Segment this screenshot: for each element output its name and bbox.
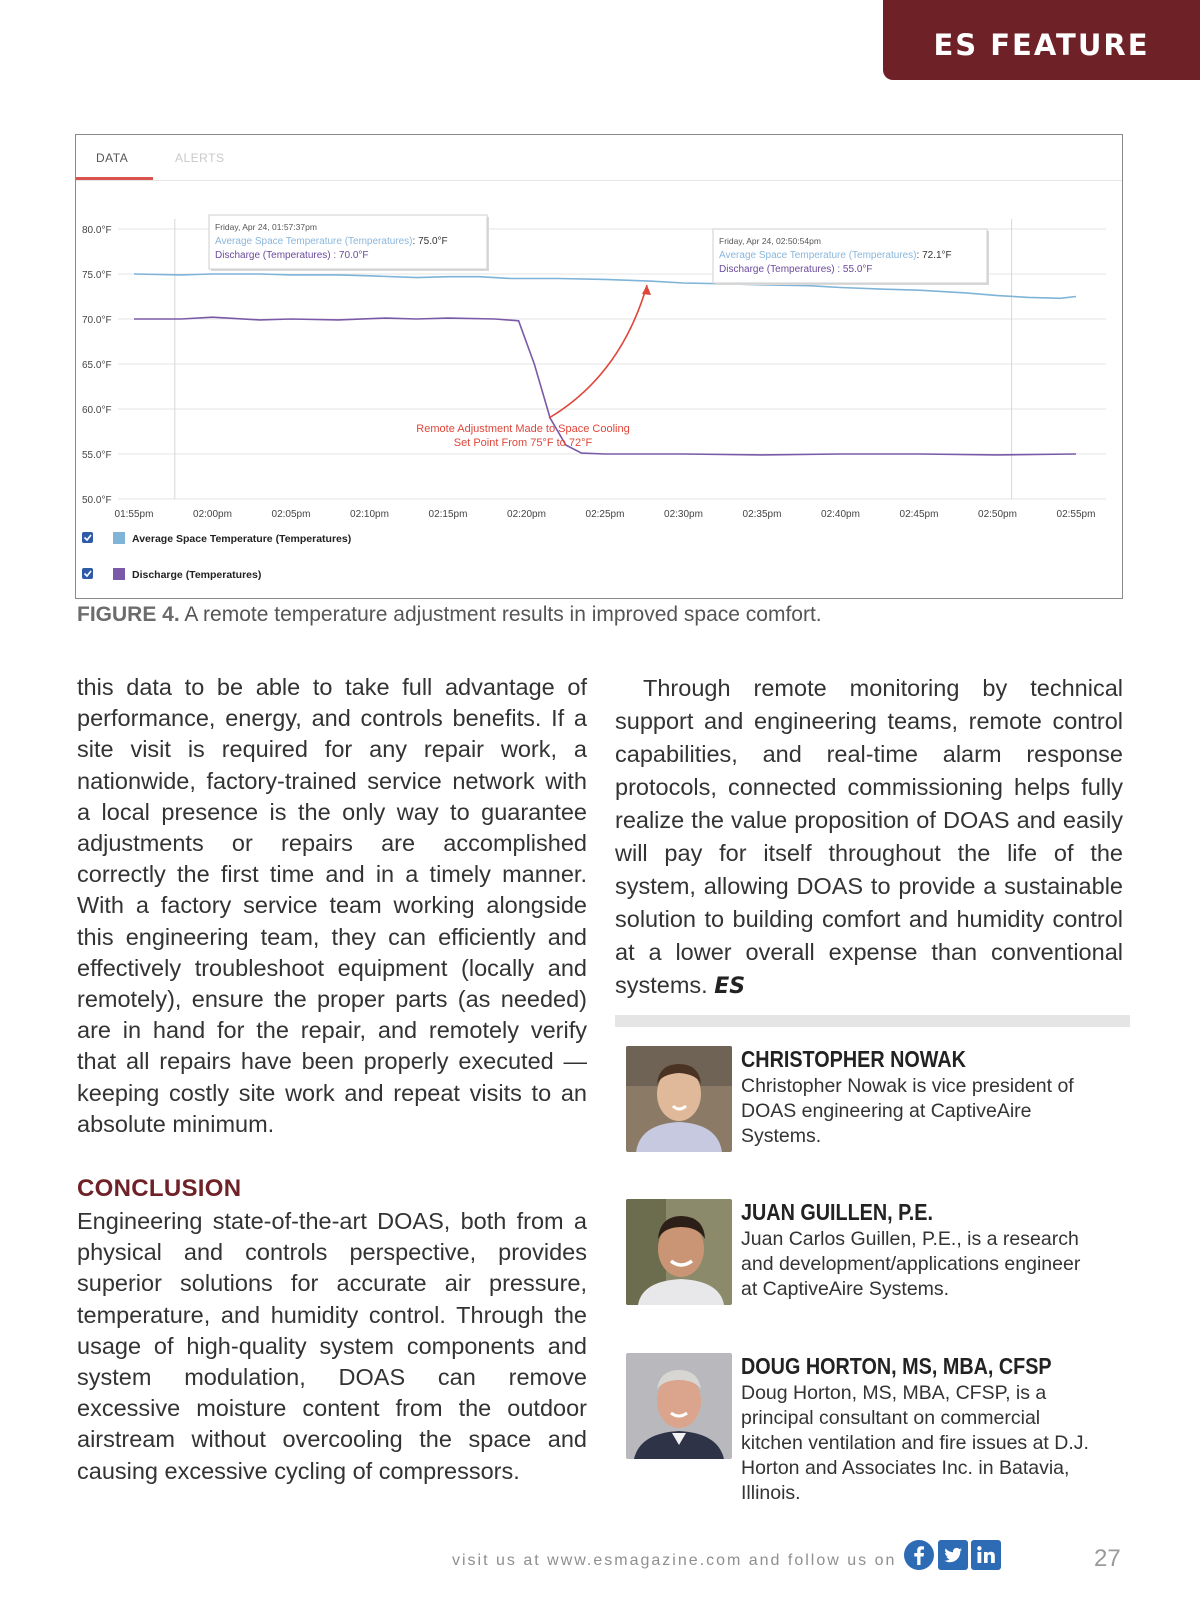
- tooltip-2-date: Friday, Apr 24, 02:50:54pm: [719, 236, 821, 246]
- tab-data[interactable]: DATA: [96, 151, 129, 165]
- x-tick-label: 02:05pm: [271, 509, 311, 520]
- figure-caption-text: A remote temperature adjustment results in improved space comfort.: [179, 603, 822, 626]
- tooltip-1-line1: [215, 236, 448, 247]
- x-tick-label: 02:55pm: [1056, 509, 1096, 520]
- temperature-line-chart: [76, 135, 1122, 598]
- body-paragraph-left-2: Engineering state-of-the-art DOAS, both from a physical and controls perspective, provides superior solutions for accurate air pressure, temperature, and humidity control. Through the usage of high-quality system components and system modulation, DOAS can remove excessive moisture content from the outdoor airstream without overcooling the space and causing excessive cycling of compressors.: [77, 1208, 587, 1484]
- annotation-arrowhead: [642, 285, 651, 295]
- author-bio: Christopher Nowak is vice president of DOAS engineering at CaptiveAire Systems.: [741, 1075, 1074, 1147]
- figure-caption-label: FIGURE 4.: [77, 603, 180, 626]
- avatar: [626, 1353, 732, 1459]
- x-tick-label: 02:00pm: [193, 509, 232, 520]
- conclusion-heading: CONCLUSION: [77, 1175, 242, 1202]
- avatar: [626, 1199, 732, 1305]
- x-tick-label: 02:20pm: [507, 509, 546, 520]
- twitter-icon[interactable]: [938, 1540, 968, 1575]
- x-tick-label: 02:25pm: [585, 509, 625, 520]
- y-tick-label: 75.0°F: [82, 270, 112, 281]
- author-name: DOUG HORTON, MS, MBA, CFSP: [741, 1353, 1052, 1379]
- x-tick-label: 02:10pm: [350, 509, 389, 520]
- author-bio: Juan Carlos Guillen, P.E., is a research and development/applications engineer at CaptiveAire Systems.: [741, 1228, 1081, 1300]
- author-divider: [615, 1015, 1130, 1027]
- tooltip-1-line2: Discharge (Temperatures) : 70.0°F: [215, 250, 369, 261]
- y-tick-label: 50.0°F: [82, 495, 112, 506]
- linkedin-icon[interactable]: [971, 1540, 1001, 1575]
- tooltip-1-line1-value: : 75.0°F: [412, 236, 448, 247]
- x-tick-label: 01:55pm: [114, 509, 154, 520]
- annotation-arrow: [549, 285, 647, 418]
- y-tick-label: 55.0°F: [82, 450, 112, 461]
- tooltip-2-line1: [719, 250, 952, 261]
- annotation-text: Remote Adjustment Made to Space Cooling: [416, 423, 630, 435]
- y-tick-label: 60.0°F: [82, 405, 112, 416]
- body-paragraph-right-text: Through remote monitoring by technical support and engineering teams, remote control capabilities, and real-time alarm response protocols, connected commissioning helps fully realize the value proposition of DOAS and easily will pay for itself throughout the life of the system, allowing DOAS to provide a sustainable solution to building comfort and humidity control at a lower overall expense than conventional systems.: [615, 675, 1123, 998]
- x-tick-label: 02:50pm: [978, 509, 1017, 520]
- legend-label: Average Space Temperature (Temperatures): [132, 533, 352, 545]
- facebook-icon[interactable]: [904, 1540, 934, 1575]
- end-mark: ES: [714, 974, 746, 999]
- author-name: CHRISTOPHER NOWAK: [741, 1046, 966, 1072]
- legend-label: Discharge (Temperatures): [132, 569, 262, 581]
- annotation-text: Set Point From 75°F to 72°F: [453, 437, 593, 449]
- tab-alerts[interactable]: ALERTS: [175, 151, 225, 165]
- page-number: 27: [1094, 1545, 1121, 1572]
- tooltip-1-line1-label: Average Space Temperature (Temperatures): [215, 236, 413, 247]
- legend-checkbox: [82, 532, 93, 543]
- x-tick-label: 02:45pm: [899, 509, 939, 520]
- section-label: ES FEATURE: [883, 0, 1200, 80]
- legend-checkbox: [82, 568, 93, 579]
- avatar: [626, 1046, 732, 1152]
- tooltip-2-line2: Discharge (Temperatures) : 55.0°F: [719, 264, 873, 275]
- author-name: JUAN GUILLEN, P.E.: [741, 1199, 933, 1225]
- tooltip-1-date: Friday, Apr 24, 01:57:37pm: [215, 222, 317, 232]
- figure-chart: [75, 134, 1123, 599]
- body-paragraph-right: [615, 672, 1123, 1003]
- y-tick-label: 70.0°F: [82, 315, 112, 326]
- x-tick-label: 02:15pm: [428, 509, 468, 520]
- legend-swatch: [113, 532, 125, 544]
- figure-caption: [77, 603, 1137, 627]
- x-tick-label: 02:30pm: [664, 509, 703, 520]
- tooltip-2-line1-label: Average Space Temperature (Temperatures): [719, 250, 917, 261]
- footer-text: visit us at www.esmagazine.com and follow us on: [452, 1552, 897, 1569]
- tooltip-2-line1-value: : 72.1°F: [916, 250, 952, 261]
- body-paragraph-left-1: this data to be able to take full advantage of performance, energy, and controls benefits. If a site visit is required for any repair work, a nationwide, factory-trained service network with a local presence is the only way to guarantee adjustments or repairs are accomplished correctly the first time and in a timely manner. With a factory service team working alongside this engineering team, they can efficiently and effectively troubleshoot equipment (locally and remotely), ensure the proper parts (as needed) are in hand for the repair, and remotely verify that all repairs have been properly executed — keeping costly site work and repeat visits to an absolute minimum.: [77, 674, 587, 1137]
- x-tick-label: 02:35pm: [742, 509, 782, 520]
- y-tick-label: 65.0°F: [82, 360, 112, 371]
- author-bio: Doug Horton, MS, MBA, CFSP, is a principal consultant on commercial kitchen ventilation and fire issues at D.J. Horton and Associates Inc. in Batavia, Illinois.: [741, 1382, 1089, 1504]
- legend-swatch: [113, 568, 125, 580]
- y-tick-label: 80.0°F: [82, 225, 112, 236]
- x-tick-label: 02:40pm: [821, 509, 860, 520]
